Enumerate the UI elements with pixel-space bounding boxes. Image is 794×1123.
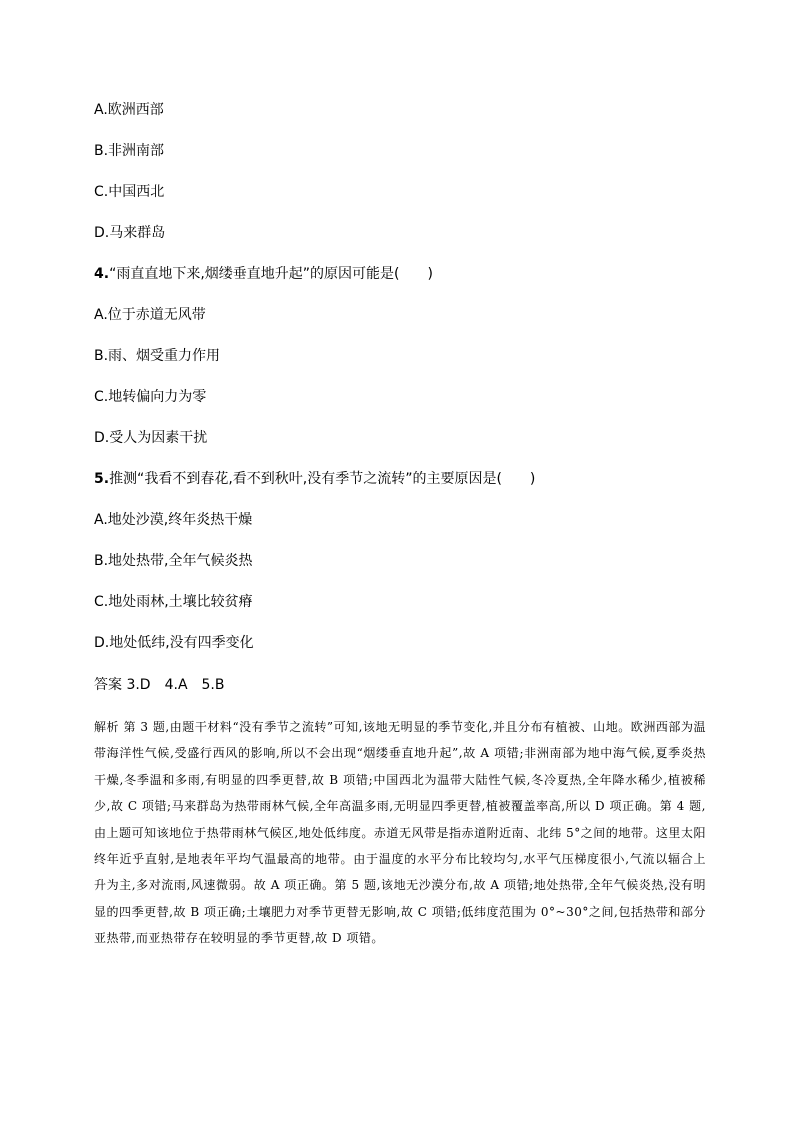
q4-option-c: C.地转偏向力为零 bbox=[94, 389, 207, 405]
answer-line: 答案 3.D 4.A 5.B bbox=[94, 677, 225, 693]
q4-option-a: A.位于赤道无风带 bbox=[94, 307, 206, 323]
q3-option-d: D.马来群岛 bbox=[94, 225, 166, 241]
q5-stem bbox=[94, 470, 535, 488]
q4-stem-text: “雨直直地下来,烟缕垂直地升起”的原因可能是( ) bbox=[109, 266, 433, 282]
q5-option-b: B.地处热带,全年气候炎热 bbox=[94, 553, 253, 569]
q5-stem-text: 推测“我看不到春花,看不到秋叶,没有季节之流转”的主要原因是( ) bbox=[109, 471, 536, 487]
q5-option-d: D.地处低纬,没有四季变化 bbox=[94, 635, 254, 651]
q4-option-b: B.雨、烟受重力作用 bbox=[94, 348, 221, 364]
q3-option-c: C.中国西北 bbox=[94, 184, 165, 200]
q3-option-b: B.非洲南部 bbox=[94, 143, 165, 159]
q5-option-a: A.地处沙漠,终年炎热干燥 bbox=[94, 512, 253, 528]
q4-number: 4. bbox=[94, 266, 110, 282]
explanation-paragraph: 解析 第 3 题,由题干材料“没有季节之流转”可知,该地无明显的季节变化,并且分布有植被、山地。欧洲西部为温带海洋性气候,受盛行西风的影响,所以不会出现“烟缕垂直地升起”,故 A 项错;非洲南部为地中海气候,夏季炎热干燥,冬季温和多雨,有明显的四季更替,故 B 项错;中国西北为温带大陆性气候,冬冷夏热,全年降水稀少,植被稀少,故 C 项错;马来群岛为热带雨林气候,全年高温多雨,无明显四季更替,植被覆盖率高,所以 D 项正确。第 4 题,由上题可知该地位于热带雨林气候区,地处低纬度。赤道无风带是指赤道附近南、北纬 5°之间的地带。这里太阳终年近乎直射,是地表年平均气温最高的地带。由于温度的水平分布比较均匀,水平气压梯度很小,气流以辐合上升为主,多对流雨,风速微弱。故 A 项正确。第 5 题,该地无沙漠分布,故 A 项错;地处热带,全年气候炎热,没有明显的四季更替,故 B 项正确;土壤肥力对季节更替无影响,故 C 项错;低纬度范围为 0°~30°之间,包括热带和部分亚热带,而亚热带存在较明显的季节更替,故 D 项错。 bbox=[94, 720, 706, 946]
q3-option-a: A.欧洲西部 bbox=[94, 102, 164, 118]
q5-number: 5. bbox=[94, 471, 110, 487]
q5-option-c: C.地处雨林,土壤比较贫瘠 bbox=[94, 594, 253, 610]
q4-option-d: D.受人为因素干扰 bbox=[94, 430, 208, 446]
q4-stem bbox=[94, 265, 433, 283]
